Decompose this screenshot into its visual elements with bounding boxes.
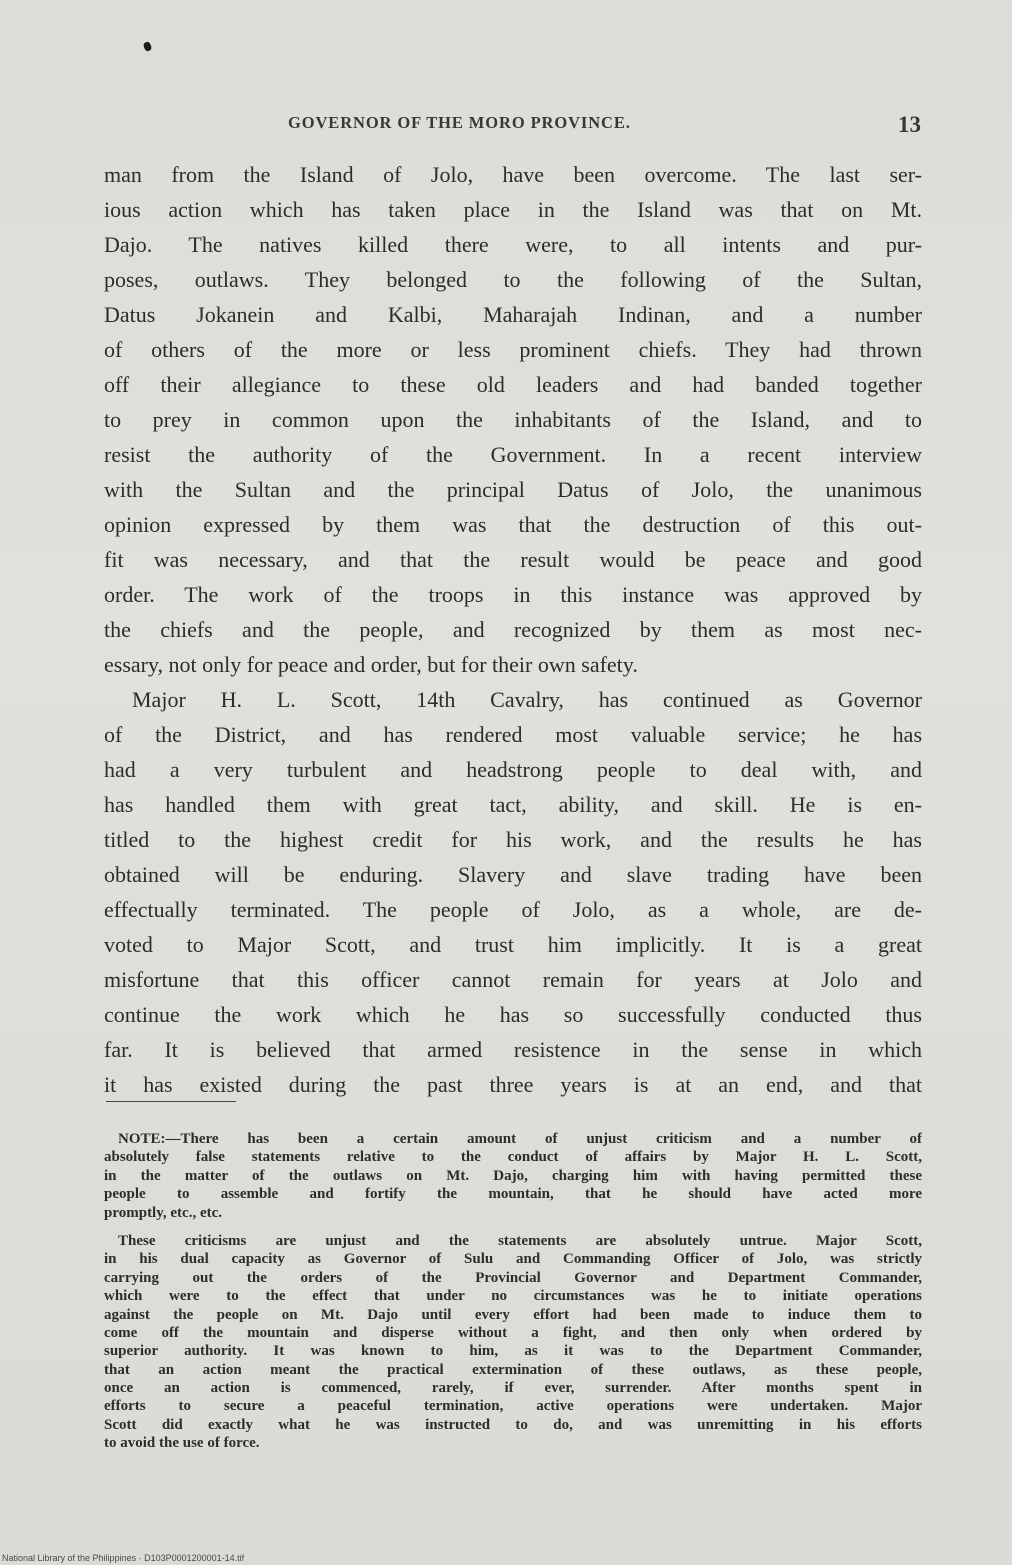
body-line: essary, not only for peace and order, but for their own safety. [104, 652, 638, 677]
scan-credit: National Library of the Philippines · D103P0001200001-14.tif [2, 1553, 245, 1563]
body-text [104, 157, 922, 1102]
body-line: far. It is believed that armed resistence in the sense in which [104, 1037, 922, 1062]
body-line: fit was necessary, and that the result would be peace and good [104, 547, 922, 572]
body-line: order. The work of the troops in this instance was approved by [104, 582, 922, 607]
page-number: 13 [898, 112, 921, 137]
note-line: efforts to secure a peaceful termination, active operations were undertaken. Major [104, 1398, 922, 1415]
note-line: These criticisms are unjust and the statements are absolutely untrue. Major Scott, [118, 1232, 922, 1249]
note-line: in his dual capacity as Governor of Sulu and Commanding Officer of Jolo, was strictly [104, 1251, 922, 1268]
body-line: with the Sultan and the principal Datus of Jolo, the unanimous [104, 477, 922, 502]
body-line: it has existed during the past three years is at an end, and that [104, 1072, 922, 1097]
footnote-divider [106, 1101, 236, 1102]
body-line: of the District, and has rendered most valuable service; he has [104, 722, 922, 747]
body-line: man from the Island of Jolo, have been overcome. The last ser- [104, 162, 922, 187]
note-line: Scott did exactly what he was instructed to do, and was unremitting in his efforts [104, 1416, 922, 1433]
body-line: voted to Major Scott, and trust him implicitly. It is a great [104, 932, 922, 957]
body-line: misfortune that this officer cannot remain for years at Jolo and [104, 967, 922, 992]
body-line: poses, outlaws. They belonged to the following of the Sultan, [104, 267, 922, 292]
note-line: come off the mountain and disperse without a fight, and then only when ordered by [104, 1324, 922, 1341]
body-line: to prey in common upon the inhabitants of the Island, and to [104, 407, 922, 432]
body-line: continue the work which he has so successfully conducted thus [104, 1002, 922, 1027]
note-line: which were to the effect that under no circumstances was he to initiate operations [104, 1288, 922, 1305]
note-line: to avoid the use of force. [104, 1435, 260, 1452]
body-line: resist the authority of the Government. In a recent interview [104, 442, 922, 467]
body-line: Major H. L. Scott, 14th Cavalry, has continued as Governor [132, 687, 922, 712]
note-line: carrying out the orders of the Provincial Governor and Department Commander, [104, 1269, 922, 1286]
body-line: the chiefs and the people, and recognized by them as most nec- [104, 617, 922, 642]
note-line: promptly, etc., etc. [104, 1204, 223, 1221]
body-line: has handled them with great tact, ability, and skill. He is en- [104, 792, 922, 817]
body-line: Datus Jokanein and Kalbi, Maharajah Indinan, and a number [104, 302, 922, 327]
note-line: that an action meant the practical extermination of these outlaws, as these people, [104, 1361, 922, 1378]
ink-blot [143, 41, 153, 52]
note-line: in the matter of the outlaws on Mt. Dajo, charging him with having permitted these [104, 1167, 922, 1184]
body-line: of others of the more or less prominent chiefs. They had thrown [104, 337, 922, 362]
note-line: people to assemble and fortify the mountain, that he should have acted more [104, 1186, 922, 1203]
body-line: had a very turbulent and headstrong people to deal with, and [104, 757, 922, 782]
body-line: opinion expressed by them was that the destruction of this out- [104, 512, 922, 537]
footnote [104, 1130, 922, 1453]
note-line: absolutely false statements relative to the conduct of affairs by Major H. L. Scott, [104, 1149, 922, 1166]
note-line: against the people on Mt. Dajo until every effort had been made to induce them to [104, 1306, 922, 1323]
body-line: obtained will be enduring. Slavery and slave trading have been [104, 862, 922, 887]
body-line: ious action which has taken place in the Island was that on Mt. [104, 197, 922, 222]
body-line: effectually terminated. The people of Jolo, as a whole, are de- [104, 897, 922, 922]
running-header: GOVERNOR OF THE MORO PROVINCE. [288, 113, 631, 132]
note-line: NOTE:—There has been a certain amount of unjust criticism and a number of [118, 1131, 922, 1147]
body-line: titled to the highest credit for his work, and the results he has [104, 827, 922, 852]
body-line: off their allegiance to these old leaders and had banded together [104, 372, 922, 397]
note-line: superior authority. It was known to him, as it was to the Department Commander, [104, 1343, 922, 1360]
body-line: Dajo. The natives killed there were, to all intents and pur- [104, 232, 922, 257]
note-line: once an action is commenced, rarely, if ever, surrender. After months spent in [104, 1380, 922, 1397]
